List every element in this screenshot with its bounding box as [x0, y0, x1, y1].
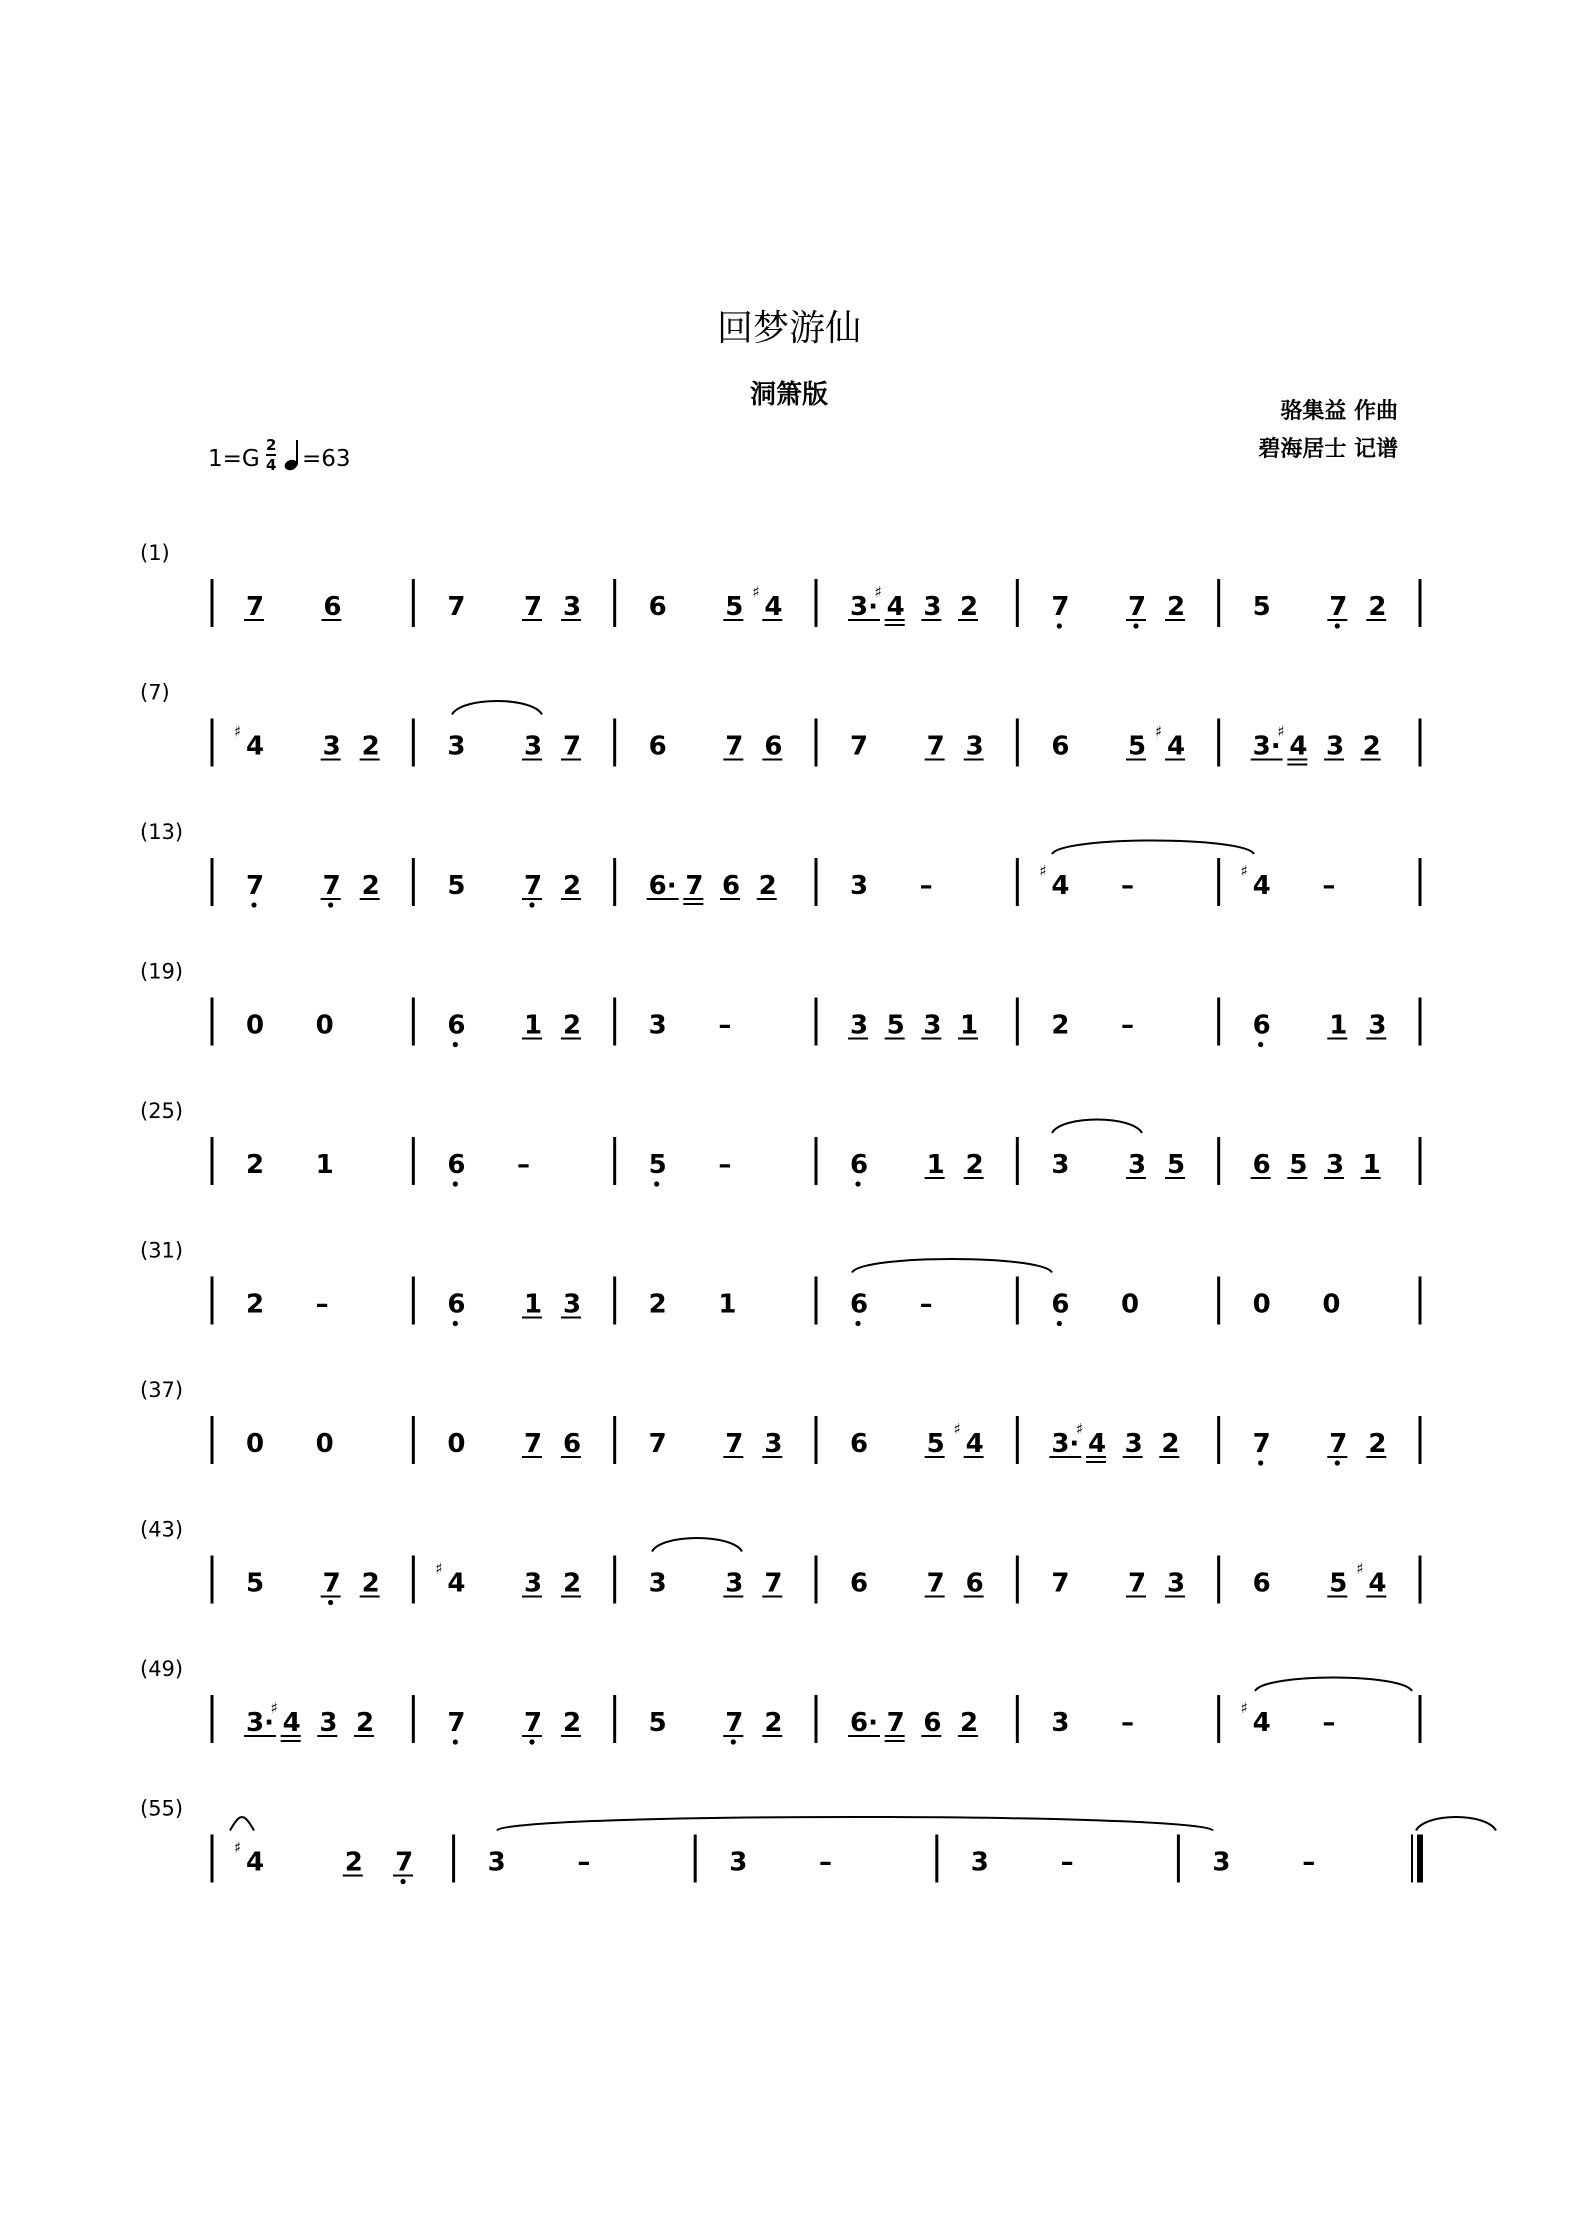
tie: [1052, 841, 1254, 855]
note: 3·: [850, 592, 878, 622]
note: 5: [1127, 731, 1147, 762]
note: 4: [1289, 731, 1308, 762]
note: 0: [315, 1429, 334, 1459]
note: 7: [648, 1429, 667, 1459]
note: 3: [1166, 1568, 1186, 1599]
note: 2: [246, 1289, 265, 1320]
octave-dot-below: [529, 902, 534, 907]
note: 7: [395, 1847, 414, 1878]
note: 3: [1051, 1150, 1070, 1180]
octave-dot-below: [1133, 623, 1138, 628]
note: –: [919, 1289, 933, 1320]
note: 3: [1124, 1429, 1143, 1459]
note: 3: [648, 1568, 667, 1599]
note: 2: [965, 1150, 984, 1180]
note: 7: [685, 871, 704, 901]
octave-dot-below: [328, 1600, 333, 1605]
note: –: [819, 1847, 832, 1878]
sharp-sign: ♯: [1076, 1420, 1084, 1438]
note: 4: [447, 1568, 466, 1599]
tempo-marking: =63: [302, 446, 351, 472]
note: 6: [923, 1708, 942, 1738]
system-number: (31): [140, 1238, 184, 1263]
tie: [497, 1817, 1213, 1831]
note: 6·: [648, 871, 677, 901]
note: 7: [246, 871, 265, 901]
note: 5: [246, 1568, 265, 1599]
system-number: (19): [140, 959, 184, 984]
tie: [230, 1817, 254, 1831]
octave-dot-below: [453, 1042, 458, 1047]
note: 7: [1051, 592, 1070, 622]
octave-dot-below: [400, 1879, 405, 1884]
octave-dot-below: [1335, 623, 1340, 628]
note: 3: [322, 731, 341, 762]
sharp-sign: ♯: [874, 583, 882, 601]
note: 3·: [1051, 1429, 1080, 1459]
system-number: (43): [140, 1517, 184, 1542]
note: 7: [926, 731, 945, 762]
note: 6: [850, 1150, 869, 1180]
note: 4: [282, 1708, 301, 1738]
octave-dot-below: [453, 1739, 458, 1744]
note: 0: [1121, 1289, 1140, 1320]
note: 7: [447, 592, 466, 622]
note: 6: [447, 1150, 466, 1180]
note: 1: [926, 1150, 945, 1180]
note: 4: [1166, 731, 1186, 762]
note: 1: [315, 1150, 334, 1180]
note: 3: [1326, 1150, 1345, 1180]
note: 2: [562, 1708, 582, 1738]
octave-dot-below: [855, 1321, 860, 1326]
note: 2: [648, 1289, 667, 1320]
octave-dot-below: [251, 902, 256, 907]
note: 7: [447, 1708, 466, 1738]
octave-dot-below: [529, 1739, 534, 1744]
note: 2: [1362, 731, 1381, 762]
note: 2: [361, 871, 380, 901]
note: 7: [523, 871, 543, 901]
note: 3: [725, 1568, 744, 1599]
note: 3: [970, 1847, 989, 1878]
note: 4: [246, 1847, 265, 1878]
sharp-sign: ♯: [234, 1838, 242, 1857]
note: 3: [764, 1429, 783, 1459]
note: 3: [965, 731, 984, 762]
note: –: [517, 1150, 530, 1180]
note: 7: [1329, 592, 1348, 622]
note: 5: [648, 1150, 667, 1180]
note: –: [315, 1289, 329, 1320]
note: 7: [764, 1568, 783, 1599]
note: 4: [764, 592, 783, 622]
note: 3: [523, 1568, 543, 1599]
note: 7: [562, 731, 582, 762]
note: –: [1121, 1010, 1134, 1041]
note: 6: [722, 871, 741, 901]
octave-dot-below: [1057, 1321, 1062, 1326]
note: 7: [523, 1429, 543, 1459]
note: 1: [1329, 1010, 1348, 1041]
note: 0: [315, 1010, 334, 1041]
note: –: [1121, 871, 1134, 901]
octave-dot-below: [1057, 623, 1062, 628]
note: 6: [648, 731, 667, 762]
note: 7: [1051, 1568, 1070, 1599]
octave-dot-below: [731, 1739, 736, 1744]
note: 6: [850, 1289, 869, 1320]
note: 1: [523, 1289, 543, 1320]
tie: [1255, 1678, 1412, 1692]
note: 0: [447, 1429, 466, 1459]
note: 2: [1051, 1010, 1070, 1041]
sharp-sign: ♯: [1240, 862, 1248, 880]
octave-dot-below: [453, 1181, 458, 1186]
system-number: (55): [140, 1796, 184, 1821]
sharp-sign: ♯: [953, 1420, 961, 1438]
note: 3: [1326, 731, 1345, 762]
sharp-sign: ♯: [1039, 862, 1047, 880]
note: 5: [926, 1429, 945, 1459]
note: 7: [1127, 1568, 1147, 1599]
note: 3: [1051, 1708, 1070, 1738]
note: 3: [850, 1010, 869, 1041]
sharp-sign: ♯: [1356, 1559, 1364, 1578]
note: 3: [648, 1010, 667, 1041]
octave-dot-below: [654, 1181, 659, 1186]
key-signature: 1=G: [208, 446, 260, 472]
note: 7: [926, 1568, 945, 1599]
note: 7: [725, 1708, 744, 1738]
note: 6: [850, 1429, 869, 1459]
note: 2: [1166, 592, 1186, 622]
note: 5: [648, 1708, 667, 1738]
note: 2: [361, 731, 380, 762]
composer-credit: 骆集益 作曲: [1280, 399, 1398, 424]
system-number: (1): [140, 541, 170, 565]
note: 7: [886, 1708, 905, 1738]
note: 6: [1252, 1568, 1271, 1599]
note: 7: [1252, 1429, 1271, 1459]
system-number: (49): [140, 1657, 184, 1681]
system-number: (37): [140, 1378, 184, 1402]
note: 4: [1252, 1708, 1271, 1738]
tie: [1416, 1817, 1496, 1831]
octave-dot-below: [453, 1321, 458, 1326]
note: 6: [447, 1289, 466, 1320]
note: 3: [562, 592, 582, 622]
note: 6: [648, 592, 667, 622]
note: 2: [960, 1708, 979, 1738]
note: 3: [1127, 1150, 1147, 1180]
sharp-sign: ♯: [435, 1559, 443, 1578]
note: –: [718, 1150, 732, 1180]
note: 6: [323, 592, 342, 622]
tie: [852, 1259, 1052, 1273]
note: 4: [1252, 871, 1271, 901]
note: 6·: [850, 1708, 878, 1738]
octave-dot-below: [1258, 1042, 1263, 1047]
sharp-sign: ♯: [752, 583, 760, 601]
transcriber-credit: 碧海居士 记谱: [1258, 437, 1398, 462]
octave-dot-below: [1335, 1460, 1340, 1465]
note: 3: [923, 592, 942, 622]
note: 3: [562, 1289, 582, 1320]
note: 7: [523, 1708, 543, 1738]
sharp-sign: ♯: [1154, 722, 1163, 741]
note: 5: [886, 1010, 905, 1041]
note: –: [919, 871, 933, 901]
note: 5: [1329, 1568, 1348, 1599]
time-signature-bottom: 4: [266, 456, 277, 474]
note: 4: [965, 1429, 984, 1459]
note: 3: [1212, 1847, 1231, 1878]
note: 2: [246, 1150, 265, 1180]
note: 4: [246, 731, 265, 762]
note: 2: [764, 1708, 783, 1738]
octave-dot-below: [1258, 1460, 1263, 1465]
note: 6: [764, 731, 783, 762]
note: –: [1302, 1847, 1316, 1878]
note: 2: [960, 592, 979, 622]
note: 4: [886, 592, 905, 622]
note: 4: [1368, 1568, 1387, 1599]
note: 1: [960, 1010, 979, 1041]
note: 2: [562, 1010, 582, 1041]
note: 3: [923, 1010, 942, 1041]
note: 7: [523, 592, 543, 622]
note: 3: [1368, 1010, 1387, 1041]
note: 6: [1252, 1150, 1271, 1180]
note: –: [1322, 871, 1336, 901]
note: 3: [487, 1847, 506, 1878]
note: 7: [850, 731, 869, 762]
note: 6: [1051, 1289, 1070, 1320]
tie: [452, 701, 542, 715]
note: 2: [758, 871, 777, 901]
note: 7: [1329, 1429, 1348, 1459]
note: 5: [1166, 1150, 1186, 1180]
note: 3: [447, 731, 466, 762]
note: 2: [344, 1847, 363, 1878]
note: 3·: [1252, 731, 1281, 762]
note: 2: [356, 1708, 375, 1738]
note: –: [1121, 1708, 1134, 1738]
note: 6: [850, 1568, 869, 1599]
note: –: [1060, 1847, 1074, 1878]
note: 3: [850, 871, 869, 901]
note: 7: [725, 731, 744, 762]
note: 6: [562, 1429, 582, 1459]
note: –: [1322, 1708, 1336, 1738]
note: 5: [725, 592, 744, 622]
note: 6: [1051, 731, 1070, 762]
note: 3: [523, 731, 543, 762]
note: 4: [1051, 871, 1070, 901]
note: –: [718, 1010, 732, 1041]
note: 2: [1368, 1429, 1387, 1459]
score-title: 回梦游仙: [716, 308, 861, 349]
tie: [652, 1538, 742, 1552]
note: 5: [1252, 592, 1271, 622]
note: 2: [361, 1568, 380, 1599]
note: 1: [718, 1289, 737, 1320]
note: 5: [447, 871, 466, 901]
tie: [1052, 1120, 1142, 1134]
note: 7: [246, 592, 265, 622]
sharp-sign: ♯: [234, 722, 242, 741]
system-number: (7): [140, 680, 170, 705]
note: 3·: [246, 1708, 274, 1738]
note: 3: [729, 1847, 748, 1878]
note: 2: [562, 871, 582, 901]
octave-dot-below: [328, 902, 333, 907]
system-number: (13): [140, 820, 184, 844]
note: 2: [562, 1568, 582, 1599]
note: 1: [1362, 1150, 1381, 1180]
note: 7: [725, 1429, 744, 1459]
note: 5: [1289, 1150, 1308, 1180]
note: 6: [447, 1010, 466, 1041]
note: 7: [1127, 592, 1147, 622]
score-subtitle: 洞箫版: [749, 380, 828, 410]
octave-dot-below: [855, 1181, 860, 1186]
note: 0: [1322, 1289, 1341, 1320]
system-number: (25): [140, 1099, 184, 1123]
note: 6: [965, 1568, 984, 1599]
note: –: [577, 1847, 591, 1878]
sharp-sign: ♯: [270, 1699, 278, 1717]
note: 2: [1161, 1429, 1180, 1459]
note: 7: [322, 1568, 341, 1599]
note: 1: [523, 1010, 543, 1041]
note: 0: [246, 1010, 265, 1041]
note: 3: [319, 1708, 338, 1738]
note: 7: [322, 871, 341, 901]
sharp-sign: ♯: [1277, 722, 1285, 741]
note: 4: [1088, 1429, 1107, 1459]
note: 0: [1252, 1289, 1271, 1320]
sharp-sign: ♯: [1240, 1699, 1248, 1717]
note: 2: [1368, 592, 1387, 622]
note: 6: [1252, 1010, 1271, 1041]
time-signature-top: 2: [266, 436, 277, 454]
note: 0: [246, 1429, 265, 1459]
